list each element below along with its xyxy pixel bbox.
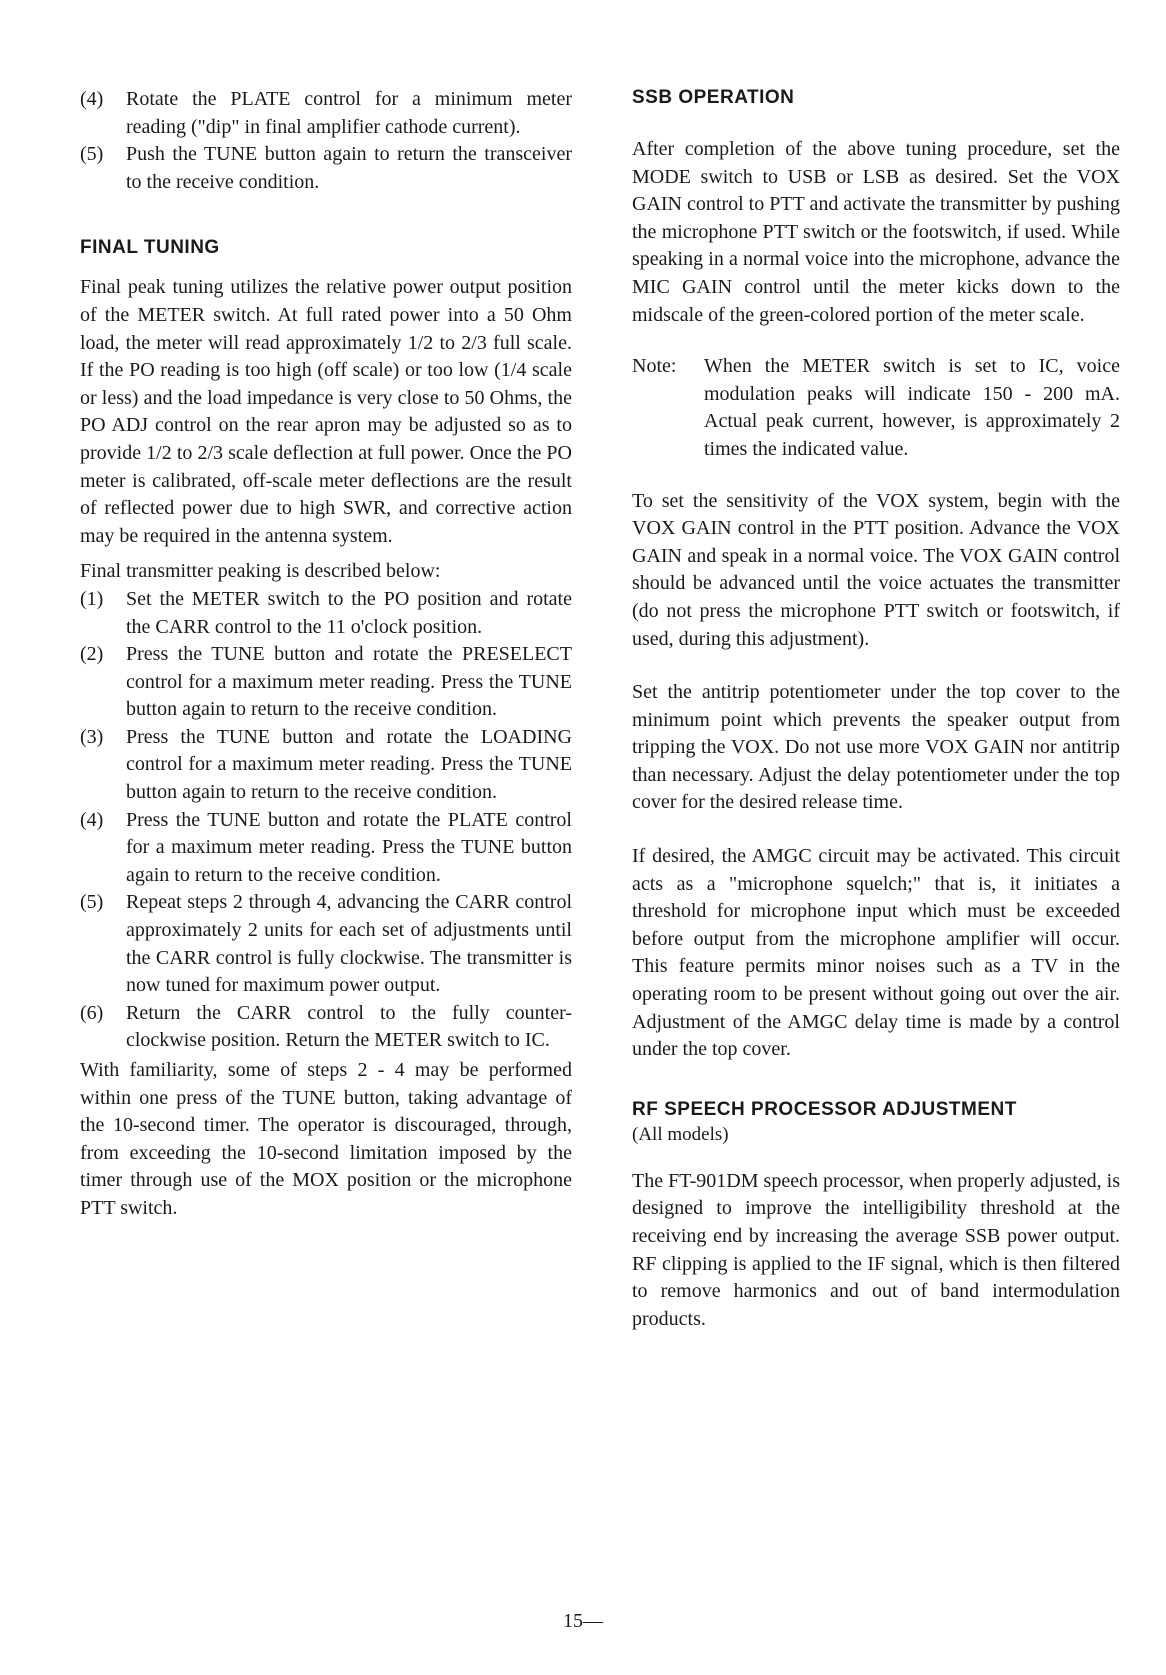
step-text: Press the TUNE button and rotate the PLATE control for a maximum meter reading. Press the TUNE button again to return to the receive condition. bbox=[126, 808, 572, 886]
step-item bbox=[80, 807, 572, 890]
step-number: (5) bbox=[80, 891, 104, 914]
step-text: Repeat steps 2 through 4, advancing the CARR control approximately 2 units for each set of adjustments until the CARR control is fully clockwise. The transmitter is now tuned for maximum power output. bbox=[126, 891, 572, 997]
step-text: Return the CARR control to the fully counter-clockwise position. Return the METER switch to IC. bbox=[126, 1001, 572, 1052]
note-block bbox=[632, 353, 1120, 463]
step-item bbox=[80, 141, 572, 196]
vox-paragraph: To set the sensitivity of the VOX system, begin with the VOX GAIN control in the PTT position. Advance the VOX GAIN and speak in a normal voice. The VOX GAIN control should be advanced until the voice actuates the transmitter (do not press the microphone PTT switch or footswitch, if used, during this adjustment). bbox=[632, 489, 1120, 650]
ssb-paragraph: After completion of the above tuning procedure, set the MODE switch to USB or LSB as desired. Set the VOX GAIN control to PTT and activate the transmitter by pushing the microphone PTT switch or the footswitch, if used. While speaking in a normal voice into the microphone, advance the MIC GAIN control until the meter kicks down to the midscale of the green-colored portion of the meter scale. bbox=[632, 138, 1120, 326]
rf-speech-processor-heading: RF SPEECH PROCESSOR ADJUSTMENT bbox=[632, 1098, 1017, 1120]
step-item bbox=[80, 724, 572, 807]
step-item bbox=[80, 641, 572, 724]
amgc-paragraph: If desired, the AMGC circuit may be activated. This circuit acts as a "microphone squelch;" that is, it initiates a threshold for microphone input which must be exceeded before output from the microphone amplifier will occur. This feature permits minor noises such as a TV in the operating room to be present without going out over the air. Adjustment of the AMGC delay time is made by a control under the top cover. bbox=[632, 845, 1120, 1061]
step-number: (4) bbox=[80, 88, 104, 110]
step-item bbox=[80, 1000, 572, 1055]
step-item bbox=[80, 889, 572, 999]
step-number: (3) bbox=[80, 725, 104, 748]
step-text: Press the TUNE button and rotate the LOADING control for a maximum meter reading. Press the TUNE button again to return to the receive condition. bbox=[126, 725, 572, 804]
step-item bbox=[80, 86, 572, 141]
antitrip-paragraph: Set the antitrip potentiometer under the top cover to the minimum point which prevents the speaker output from tripping the VOX. Do not use more VOX GAIN nor antitrip than necessary. Adjust the delay potentiometer under the top cover for the desired release time. bbox=[632, 681, 1120, 814]
step-number: (2) bbox=[80, 643, 104, 666]
closing-paragraph: With familiarity, some of steps 2 - 4 may be performed within one press of the TUNE button, taking advantage of the 10-second timer. The operator is discouraged, through, from exceeding the 10-second limitation imposed by the timer through use of the MOX position or the microphone PTT switch. bbox=[80, 1059, 572, 1219]
step-number: (6) bbox=[80, 1001, 104, 1024]
rf-subheading: (All models) bbox=[632, 1123, 729, 1145]
peaking-intro: Final transmitter peaking is described below: bbox=[80, 560, 441, 583]
final-tuning-paragraph: Final peak tuning utilizes the relative power output position of the METER switch. At full rated power into a 50 Ohm load, the meter will read approximately 1/2 to 2/3 full scale. If the PO reading is too high (off scale) or too low (1/4 scale or less) and the load impedance is very close to 50 Ohms, the PO ADJ control on the rear apron may be adjusted so as to provide 1/2 to 2/3 scale deflection at full power. Once the PO meter is calibrated, off-scale meter deflections are the result of reflected power due to high SWR, and corrective action may be required in the antenna system. bbox=[80, 276, 572, 547]
ssb-operation-heading: SSB OPERATION bbox=[632, 87, 795, 108]
step-number: (4) bbox=[80, 808, 104, 831]
left-column bbox=[80, 86, 572, 1223]
right-column bbox=[632, 86, 1120, 1333]
peaking-steps-list bbox=[80, 586, 572, 1055]
final-tuning-heading: FINAL TUNING bbox=[80, 237, 220, 259]
step-text: Press the TUNE button and rotate the PRESELECT control for a maximum meter reading. Press the TUNE button again to return to the receive condition. bbox=[126, 643, 572, 721]
step-text: Rotate the PLATE control for a minimum meter reading ("dip" in final amplifier cathode current). bbox=[126, 88, 572, 138]
step-item bbox=[80, 586, 572, 641]
step-text: Set the METER switch to the PO position and rotate the CARR control to the 11 o'clock position. bbox=[126, 587, 572, 638]
note-text: When the METER switch is set to IC, voice modulation peaks will indicate 150 - 200 mA. Actual peak current, however, is approximately 2 times the indicated value. bbox=[704, 355, 1120, 460]
step-text: Push the TUNE button again to return the transceiver to the receive condition. bbox=[126, 143, 572, 193]
step-number: (1) bbox=[80, 587, 104, 610]
step-number: (5) bbox=[80, 143, 104, 166]
note-label: Note: bbox=[632, 355, 677, 378]
page-number: 15— bbox=[563, 1610, 603, 1632]
rf-paragraph: The FT-901DM speech processor, when properly adjusted, is designed to improve the intelligibility threshold at the receiving end by increasing the average SSB power output. RF clipping is applied to the IF signal, which is then filtered to remove harmonics and out of band intermodulation products. bbox=[632, 1169, 1120, 1330]
